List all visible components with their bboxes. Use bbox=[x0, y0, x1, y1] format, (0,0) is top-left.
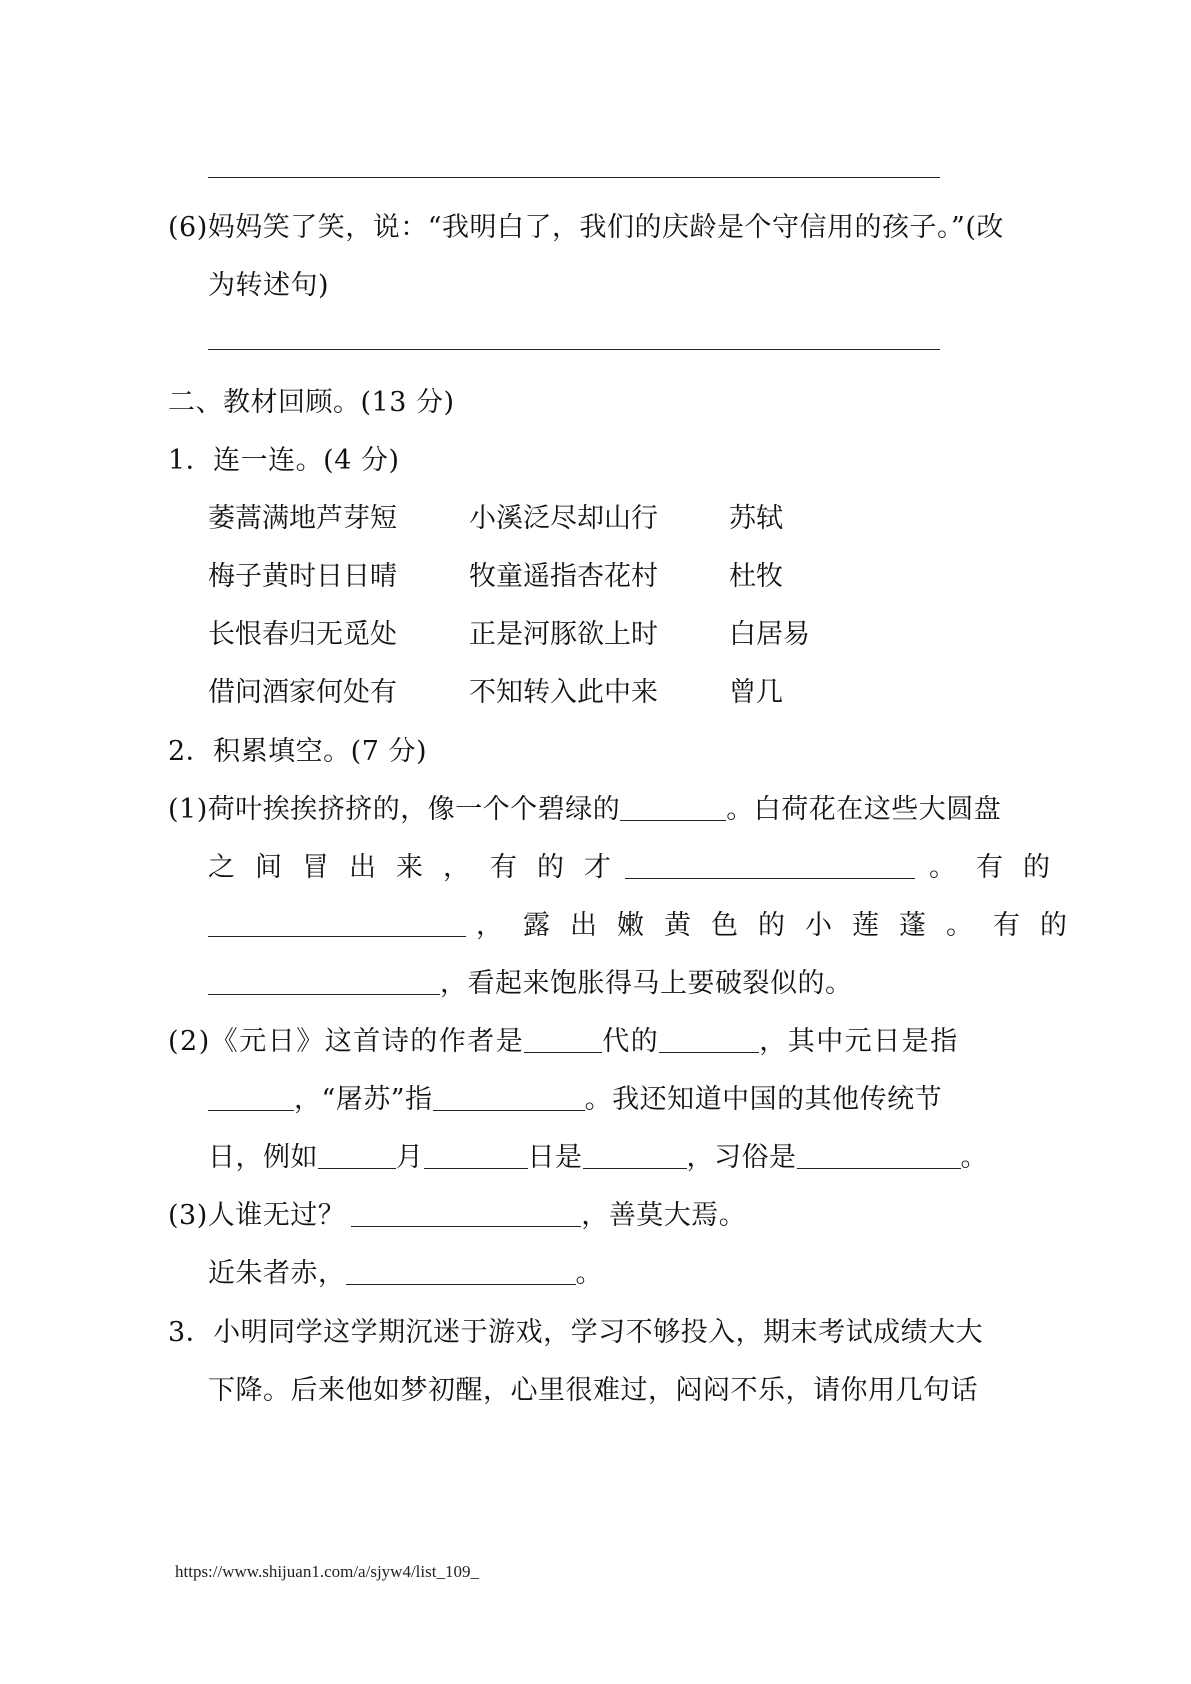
fill-blank[interactable] bbox=[208, 908, 466, 937]
fill-blank[interactable] bbox=[659, 1024, 759, 1053]
matching-left-4[interactable]: 借问酒家何处有 bbox=[208, 677, 397, 708]
question-1-title: 1．连一连。(4 分) bbox=[168, 445, 400, 476]
fill-blank[interactable] bbox=[424, 1140, 528, 1169]
fill-text: 日是 bbox=[527, 1142, 583, 1173]
matching-middle-1[interactable]: 小溪泛尽却山行 bbox=[469, 503, 658, 534]
matching-left-1[interactable]: 萎蒿满地芦芽短 bbox=[208, 503, 397, 534]
matching-right-3[interactable]: 白居易 bbox=[729, 619, 810, 650]
fill-text: 。 bbox=[575, 1258, 603, 1289]
matching-right-4[interactable]: 曾几 bbox=[729, 677, 783, 708]
fill-blank[interactable] bbox=[524, 1024, 602, 1053]
footer-url: https://www.shijuan1.com/a/sjyw4/list_109_ bbox=[175, 1562, 479, 1581]
matching-middle-2[interactable]: 牧童遥指杏花村 bbox=[469, 561, 658, 592]
fill-blank[interactable] bbox=[625, 850, 915, 879]
fill-text: ，“屠苏”指 bbox=[294, 1084, 433, 1115]
fill-blank[interactable] bbox=[346, 1256, 576, 1285]
fill-item-1-line-3 bbox=[208, 903, 1087, 942]
question-3-text: 3．小明同学这学期沉迷于游戏，学习不够投入，期末考试成绩大大 bbox=[168, 1317, 984, 1348]
fill-item-2-line-2 bbox=[208, 1077, 942, 1116]
fill-item-1-line-1 bbox=[168, 787, 1001, 826]
fill-blank[interactable] bbox=[620, 792, 726, 821]
fill-blank[interactable] bbox=[351, 1198, 581, 1227]
fill-text: 。有的 bbox=[929, 852, 1070, 883]
question-6-instruction: 为转述句) bbox=[208, 270, 330, 301]
fill-blank[interactable] bbox=[583, 1140, 687, 1169]
fill-text: ，看起来饱胀得马上要破裂似的。 bbox=[440, 968, 853, 999]
fill-text: 之间冒出来，有的才 bbox=[208, 852, 631, 883]
fill-text: ，露出嫩黄色的小莲蓬。有的 bbox=[476, 910, 1087, 941]
fill-text: 代的 bbox=[602, 1026, 660, 1057]
matching-middle-3[interactable]: 正是河豚欲上时 bbox=[469, 619, 658, 650]
fill-item-1-line-4 bbox=[208, 961, 853, 1000]
fill-blank[interactable] bbox=[797, 1140, 961, 1169]
question-2-title: 2．积累填空。(7 分) bbox=[168, 736, 428, 767]
matching-left-2[interactable]: 梅子黄时日日晴 bbox=[208, 561, 397, 592]
answer-line[interactable] bbox=[208, 177, 940, 178]
fill-text: 日，例如 bbox=[208, 1142, 318, 1173]
fill-text: ，习俗是 bbox=[686, 1142, 797, 1173]
fill-text: 月 bbox=[396, 1142, 424, 1173]
fill-blank[interactable] bbox=[433, 1082, 585, 1111]
fill-text: 。白荷花在这些大圆盘 bbox=[726, 794, 1002, 825]
fill-text: (2)《元日》这首诗的作者是 bbox=[168, 1026, 525, 1057]
fill-blank[interactable] bbox=[318, 1140, 396, 1169]
fill-item-2-line-3 bbox=[208, 1135, 988, 1174]
fill-item-1-line-2 bbox=[208, 845, 1070, 884]
fill-text: (1)荷叶挨挨挤挤的，像一个个碧绿的 bbox=[168, 794, 621, 825]
fill-item-2-line-1 bbox=[168, 1019, 959, 1058]
answer-line[interactable] bbox=[208, 349, 940, 350]
question-6-text: (6)妈妈笑了笑，说：“我明白了，我们的庆龄是个守信用的孩子。”(改 bbox=[168, 212, 1004, 243]
fill-text: 。我还知道中国的其他传统节 bbox=[584, 1084, 943, 1115]
section-heading: 二、教材回顾。(13 分) bbox=[168, 387, 455, 418]
matching-right-2[interactable]: 杜牧 bbox=[729, 561, 783, 592]
fill-blank[interactable] bbox=[208, 1082, 294, 1111]
fill-text: 近朱者赤， bbox=[208, 1258, 346, 1289]
question-3-text-cont: 下降。后来他如梦初醒，心里很难过，闷闷不乐，请你用几句话 bbox=[208, 1375, 978, 1406]
fill-text: ，善莫大焉。 bbox=[581, 1200, 747, 1231]
fill-item-3-line-2 bbox=[208, 1251, 603, 1290]
fill-item-3-line-1 bbox=[168, 1193, 746, 1232]
fill-blank[interactable] bbox=[208, 966, 440, 995]
fill-text: 。 bbox=[960, 1142, 988, 1173]
matching-left-3[interactable]: 长恨春归无觅处 bbox=[208, 619, 397, 650]
fill-text: ，其中元日是指 bbox=[759, 1026, 959, 1057]
fill-text: (3)人谁无过？ bbox=[168, 1200, 346, 1231]
matching-middle-4[interactable]: 不知转入此中来 bbox=[469, 677, 658, 708]
matching-right-1[interactable]: 苏轼 bbox=[729, 503, 783, 534]
